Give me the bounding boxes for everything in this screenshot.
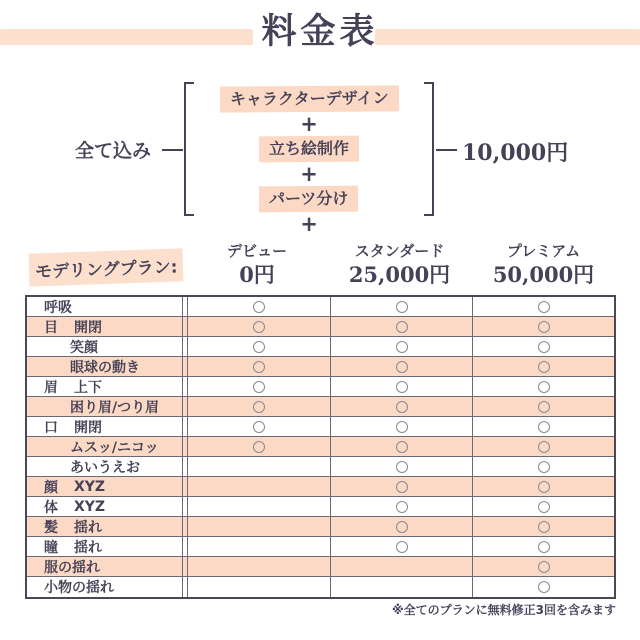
debut-cell bbox=[187, 517, 330, 536]
table-row bbox=[27, 457, 614, 477]
debut-cell bbox=[187, 357, 330, 376]
included-circle bbox=[396, 541, 408, 553]
plus-sign: + bbox=[300, 162, 318, 186]
debut-cell bbox=[187, 497, 330, 516]
debut-cell bbox=[187, 317, 330, 336]
debut-cell bbox=[187, 437, 330, 456]
bundle-item: 立ち絵制作 bbox=[259, 136, 359, 163]
standard-cell bbox=[330, 377, 472, 396]
standard-cell bbox=[330, 317, 472, 336]
feature-label bbox=[27, 477, 187, 496]
table-row bbox=[27, 397, 614, 417]
plan-price: 0円 bbox=[239, 262, 275, 287]
premium-cell bbox=[472, 337, 614, 356]
feature-category: 口 bbox=[44, 419, 58, 436]
table-row bbox=[27, 317, 614, 337]
standard-cell bbox=[330, 357, 472, 376]
bundle-total-price: 10,000円 bbox=[462, 140, 569, 166]
included-circle bbox=[396, 361, 408, 373]
feature-label bbox=[27, 417, 187, 436]
included-circle bbox=[396, 401, 408, 413]
table-row bbox=[27, 297, 614, 317]
included-circle bbox=[538, 361, 550, 373]
bracket-left bbox=[184, 82, 194, 216]
standard-cell bbox=[330, 437, 472, 456]
bracket-right bbox=[424, 82, 434, 216]
premium-cell bbox=[472, 437, 614, 456]
included-circle bbox=[396, 341, 408, 353]
included-circle bbox=[538, 461, 550, 473]
standard-cell bbox=[330, 337, 472, 356]
feature-category: 瞳 bbox=[44, 539, 58, 556]
included-circle bbox=[253, 341, 265, 353]
included-circle bbox=[538, 521, 550, 533]
table-row bbox=[27, 517, 614, 537]
included-circle bbox=[538, 481, 550, 493]
footer-note: ※全てのプランに無料修正3回を含みます bbox=[391, 603, 616, 617]
feature-name: 笑顔 bbox=[70, 339, 98, 356]
feature-name: 揺れ bbox=[74, 519, 102, 536]
feature-label bbox=[27, 497, 187, 516]
plus-sign: + bbox=[300, 112, 318, 136]
bundle-items bbox=[194, 82, 424, 234]
premium-cell bbox=[472, 517, 614, 536]
feature-category: 顔 bbox=[44, 479, 58, 496]
plan-price: 50,000円 bbox=[492, 262, 595, 287]
included-circle bbox=[253, 381, 265, 393]
feature-name: 上下 bbox=[74, 379, 102, 396]
included-circle bbox=[253, 321, 265, 333]
table-row bbox=[27, 557, 614, 577]
feature-label bbox=[27, 317, 187, 336]
standard-cell bbox=[330, 497, 472, 516]
feature-name: あいうえお bbox=[70, 459, 140, 476]
included-circle bbox=[538, 301, 550, 313]
feature-label bbox=[27, 357, 187, 376]
included-circle bbox=[538, 341, 550, 353]
included-circle bbox=[253, 301, 265, 313]
included-circle bbox=[396, 381, 408, 393]
included-circle bbox=[396, 321, 408, 333]
feature-category: 目 bbox=[44, 319, 58, 336]
included-circle bbox=[396, 461, 408, 473]
premium-cell bbox=[472, 457, 614, 476]
premium-cell bbox=[472, 477, 614, 496]
feature-label bbox=[27, 557, 187, 576]
table-row bbox=[27, 377, 614, 397]
bundle-item: パーツ分け bbox=[259, 186, 359, 213]
feature-label bbox=[27, 517, 187, 536]
feature-label bbox=[27, 397, 187, 416]
included-circle bbox=[253, 441, 265, 453]
table-row bbox=[27, 337, 614, 357]
feature-name: 困り眉/つり眉 bbox=[70, 399, 160, 416]
feature-name: 服の揺れ bbox=[44, 559, 100, 576]
included-circle bbox=[396, 441, 408, 453]
premium-cell bbox=[472, 397, 614, 416]
debut-cell bbox=[187, 337, 330, 356]
table-row bbox=[27, 497, 614, 517]
plan-name: デビュー bbox=[226, 242, 287, 260]
premium-cell bbox=[472, 577, 614, 597]
debut-cell bbox=[187, 457, 330, 476]
included-circle bbox=[396, 501, 408, 513]
page-title: 料金表 bbox=[261, 12, 379, 52]
included-circle bbox=[538, 441, 550, 453]
feature-name: 呼吸 bbox=[44, 299, 72, 316]
plan-column-premium bbox=[471, 242, 616, 287]
debut-cell bbox=[187, 377, 330, 396]
table-row bbox=[27, 577, 614, 597]
premium-cell bbox=[472, 377, 614, 396]
feature-label bbox=[27, 377, 187, 396]
bundle-item: キャラクターデザイン bbox=[220, 85, 399, 112]
standard-cell bbox=[330, 417, 472, 436]
feature-label bbox=[27, 457, 187, 476]
plan-name: スタンダード bbox=[354, 242, 445, 260]
included-circle bbox=[396, 301, 408, 313]
standard-cell bbox=[330, 577, 472, 597]
debut-cell bbox=[187, 417, 330, 436]
included-circle bbox=[538, 381, 550, 393]
feature-label bbox=[27, 297, 187, 316]
included-circle bbox=[538, 321, 550, 333]
feature-name: XYZ bbox=[74, 478, 106, 495]
included-circle bbox=[538, 501, 550, 513]
included-circle bbox=[538, 541, 550, 553]
premium-cell bbox=[472, 317, 614, 336]
table-row bbox=[27, 477, 614, 497]
premium-cell bbox=[472, 417, 614, 436]
premium-cell bbox=[472, 357, 614, 376]
feature-category: 髪 bbox=[44, 519, 58, 536]
table-row bbox=[27, 437, 614, 457]
table-row bbox=[27, 537, 614, 557]
feature-name: 開閉 bbox=[74, 319, 102, 336]
feature-name: 小物の揺れ bbox=[44, 580, 114, 596]
standard-cell bbox=[330, 457, 472, 476]
plan-name: プレミアム bbox=[506, 242, 581, 260]
premium-cell bbox=[472, 537, 614, 556]
table-row bbox=[27, 417, 614, 437]
debut-cell bbox=[187, 537, 330, 556]
included-circle bbox=[396, 481, 408, 493]
feature-category: 体 bbox=[44, 499, 58, 516]
plan-column-debut bbox=[186, 242, 328, 287]
double-rule bbox=[182, 297, 183, 597]
included-circle bbox=[253, 401, 265, 413]
bundle-connector-right bbox=[436, 149, 457, 151]
feature-label bbox=[27, 437, 187, 456]
feature-name: 揺れ bbox=[74, 539, 102, 556]
feature-name: 眼球の動き bbox=[70, 359, 140, 376]
plus-sign: + bbox=[300, 212, 318, 236]
table-row bbox=[27, 357, 614, 377]
feature-name: 開閉 bbox=[74, 419, 102, 436]
debut-cell bbox=[187, 477, 330, 496]
debut-cell bbox=[187, 577, 330, 597]
standard-cell bbox=[330, 477, 472, 496]
plan-column-standard bbox=[329, 242, 470, 287]
included-circle bbox=[538, 421, 550, 433]
included-circle bbox=[396, 421, 408, 433]
premium-cell bbox=[472, 297, 614, 316]
included-circle bbox=[253, 421, 265, 433]
included-circle bbox=[538, 561, 550, 573]
feature-name: XYZ bbox=[74, 498, 106, 515]
included-circle bbox=[538, 401, 550, 413]
bundle-label: 全て込み bbox=[75, 140, 152, 162]
debut-cell bbox=[187, 297, 330, 316]
standard-cell bbox=[330, 517, 472, 536]
bundle-connector-left bbox=[162, 149, 183, 151]
modeling-plan-label: モデリングプラン: bbox=[29, 251, 183, 284]
included-circle bbox=[538, 581, 550, 593]
included-circle bbox=[396, 521, 408, 533]
features-table bbox=[25, 295, 616, 599]
standard-cell bbox=[330, 297, 472, 316]
feature-name: ムスッ/ニコッ bbox=[70, 439, 159, 456]
feature-category: 眉 bbox=[44, 379, 58, 396]
debut-cell bbox=[187, 397, 330, 416]
standard-cell bbox=[330, 397, 472, 416]
debut-cell bbox=[187, 557, 330, 576]
premium-cell bbox=[472, 497, 614, 516]
feature-label bbox=[27, 337, 187, 356]
plan-price: 25,000円 bbox=[348, 262, 451, 287]
feature-label bbox=[27, 577, 187, 597]
standard-cell bbox=[330, 557, 472, 576]
feature-label bbox=[27, 537, 187, 556]
premium-cell bbox=[472, 557, 614, 576]
included-circle bbox=[253, 361, 265, 373]
standard-cell bbox=[330, 537, 472, 556]
